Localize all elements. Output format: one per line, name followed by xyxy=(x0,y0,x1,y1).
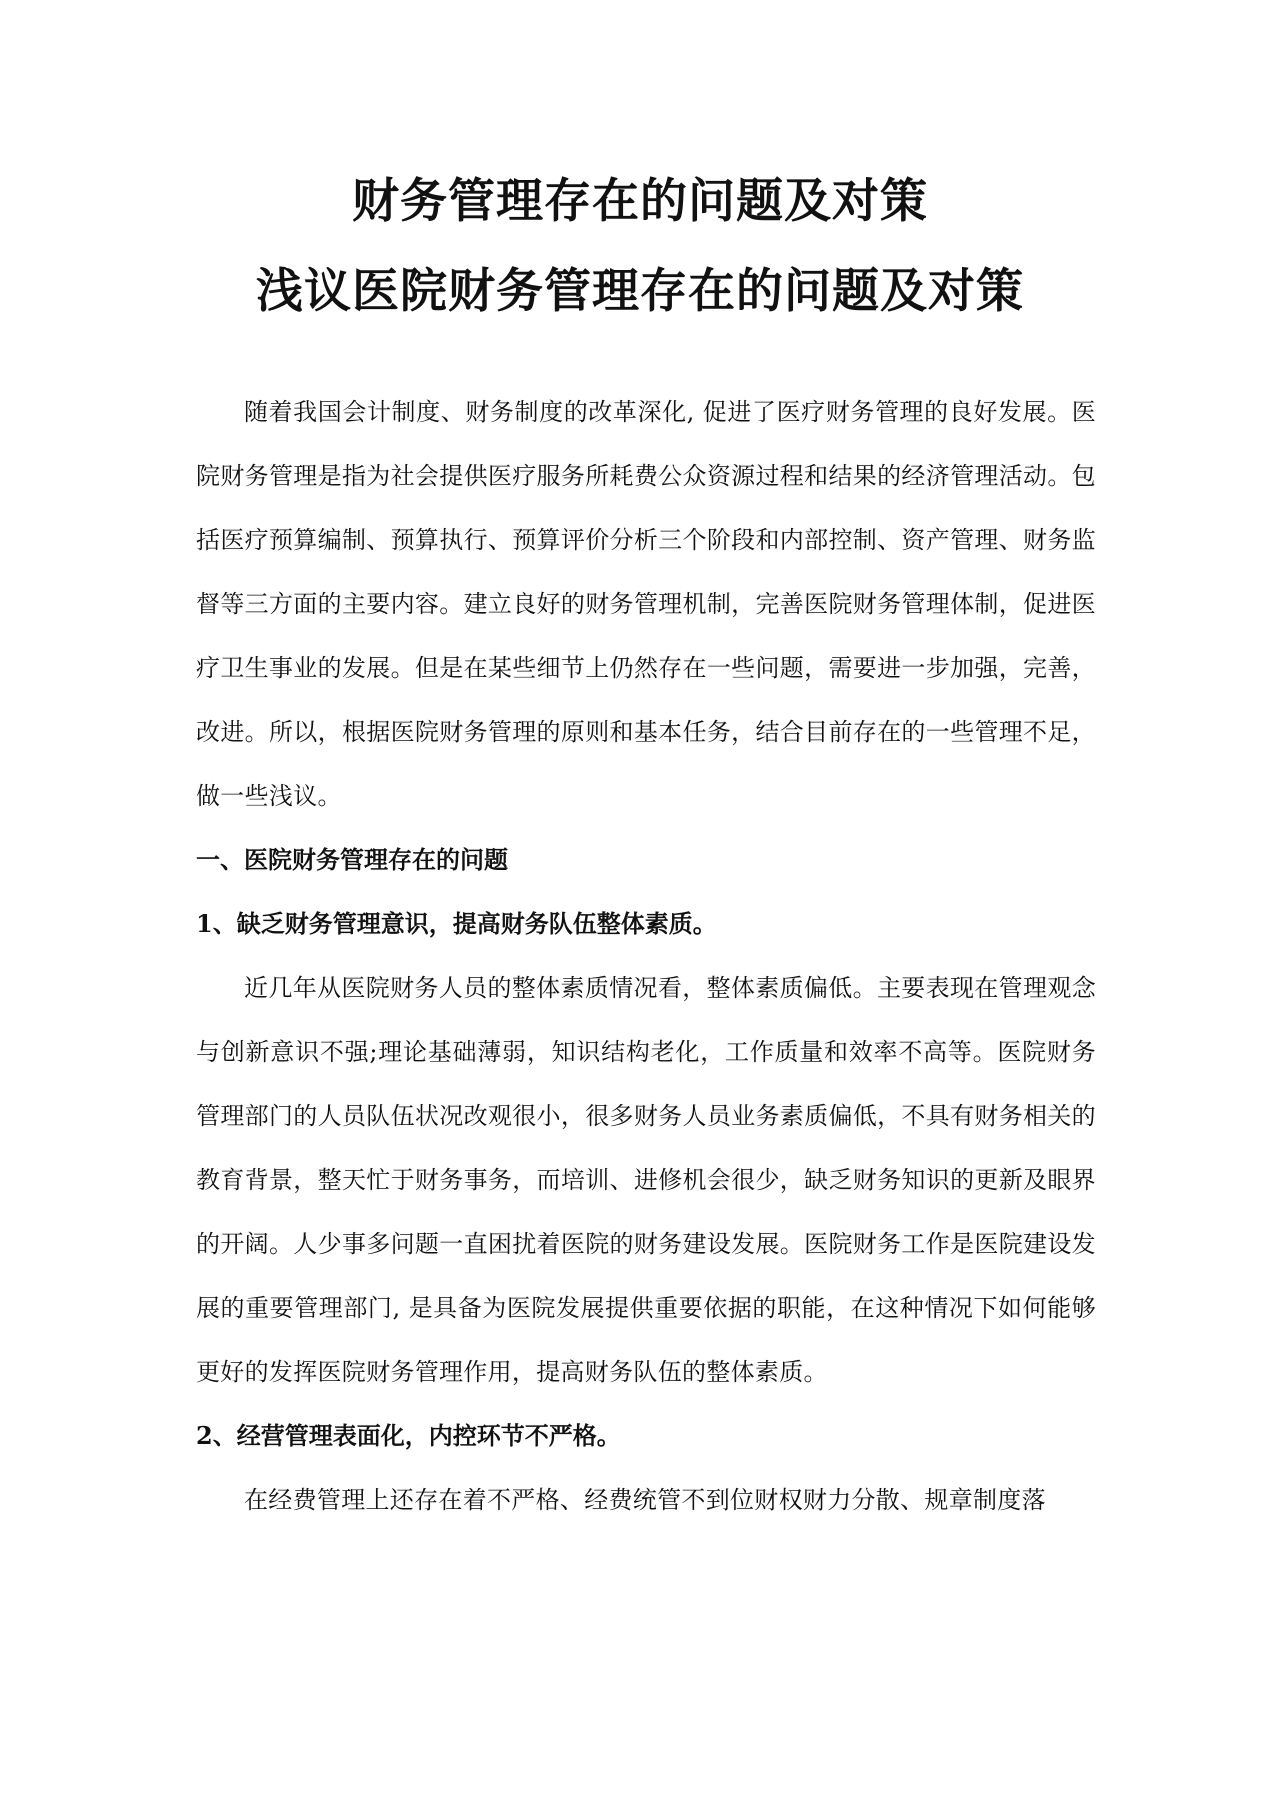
section-heading: 一、医院财务管理存在的问题 xyxy=(196,845,508,874)
body-paragraph: 近几年从医院财务人员的整体素质情况看，整体素质偏低。主要表现在管理观念与创新意识不强;理论基础薄弱，知识结构老化，工作质量和效率不高等。医院财务管理部门的人员队伍状况改观很小，很多财务人员业务素质偏低，不具有财务相关的教育背景，整天忙于财务事务，而培训、进修机会很少，缺乏财务知识的更新及眼界的开阔。人少事多问题一直困扰着医院的财务建设发展。医院财务工作是医院建设发展的重要管理部门, 是具备为医院发展提供重要依据的职能，在这种情况下如何能够更好的发挥医院财务管理作用，提高财务队伍的整体素质。 xyxy=(196,974,1096,1386)
document-subtitle: 浅议医院财务管理存在的问题及对策 xyxy=(256,264,1024,319)
document-body xyxy=(196,380,1096,1532)
subsection-heading: 2、经营管理表面化，内控环节不严格。 xyxy=(196,1421,621,1450)
subsection-heading: 1、缺乏财务管理意识，提高财务队伍整体素质。 xyxy=(196,909,717,938)
body-paragraph: 在经费管理上还存在着不严格、经费统管不到位财权财力分散、规章制度落 xyxy=(244,1486,1046,1514)
document-title: 财务管理存在的问题及对策 xyxy=(352,174,928,229)
intro-paragraph: 随着我国会计制度、财务制度的改革深化, 促进了医疗财务管理的良好发展。医院财务管理是指为社会提供医疗服务所耗费公众资源过程和结果的经济管理活动。包括医疗预算编制、预算执行、预算评价分析三个阶段和内部控制、资产管理、财务监督等三方面的主要内容。建立良好的财务管理机制，完善医院财务管理体制，促进医疗卫生事业的发展。但是在某些细节上仍然存在一些问题，需要进一步加强，完善，改进。所以，根据医院财务管理的原则和基本任务，结合目前存在的一些管理不足，做一些浅议。 xyxy=(196,398,1096,810)
